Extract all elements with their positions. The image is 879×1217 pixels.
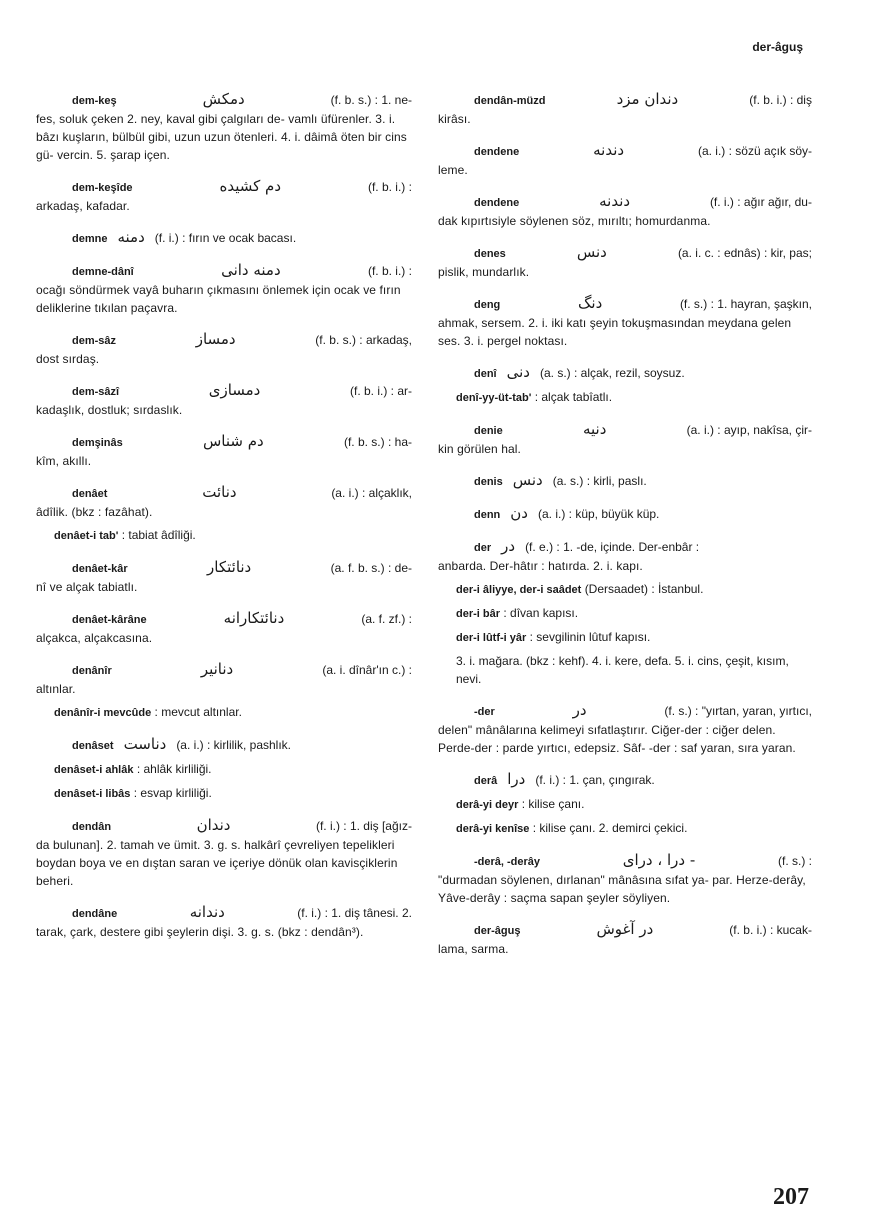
arabic-script: دم شناس: [203, 432, 264, 450]
headword: dem-keş: [72, 95, 117, 107]
running-header: der-âguş: [752, 40, 803, 54]
arabic-script: دمنه دانى: [221, 261, 281, 279]
arabic-script: دنى: [506, 363, 530, 381]
sub-entry-denaset-i-ahlak: [36, 760, 412, 779]
entry-dendene-a: [438, 141, 812, 179]
entry-deni: [438, 363, 812, 383]
grammar: (f. b. i.) : diş: [749, 93, 812, 107]
definition: kirâsı.: [438, 112, 471, 126]
arabic-script: درا: [507, 770, 526, 788]
definition: âdîlik. (bkz : fazâhat).: [36, 505, 153, 519]
entry-denn: [438, 504, 812, 524]
headword: dem-sâzî: [72, 386, 120, 398]
arabic-script: دنيه: [582, 420, 607, 438]
definition: (a. s.) : kirli, paslı.: [552, 474, 647, 488]
entry-dendane: [36, 903, 412, 941]
arabic-script: دندان: [196, 816, 231, 834]
arabic-script: در: [501, 537, 516, 555]
sub-headword: denâset-i ahlâk: [54, 764, 134, 776]
sub-entry-deni-yy-ut-tab: [438, 388, 812, 407]
definition: dak kıpırtısiyle söylenen söz, mırıltı; homurdanma.: [438, 214, 711, 228]
entry-denanir: [36, 660, 412, 698]
definition: arkadaş, kafadar.: [36, 199, 130, 213]
entry-der-agus: [438, 920, 812, 958]
headword: der: [474, 542, 492, 554]
headword: der-âguş: [474, 925, 521, 937]
definition: kin görülen hal.: [438, 442, 521, 456]
definition: : esvap kirliliği.: [133, 786, 212, 800]
entry-denis: [438, 471, 812, 491]
grammar: (f. b. s.) : arkadaş,: [315, 333, 412, 347]
definition: kadaşlık, dostluk; sırdaslık.: [36, 403, 183, 417]
entry-denaet-kar: [36, 558, 412, 596]
entry-demne: [36, 228, 412, 248]
definition: (f. i.) : 1. çan, çıngırak.: [535, 773, 655, 787]
arabic-script: دنس: [576, 243, 607, 261]
headword: demne-dânî: [72, 266, 134, 278]
definition: : tabiat âdîliği.: [121, 528, 196, 542]
entry-dendene-f: [438, 192, 812, 230]
definition: alçakca, alçakcasına.: [36, 631, 153, 645]
entry-denaet-karane: [36, 609, 412, 647]
headword: dem-keşîde: [72, 182, 133, 194]
grammar: (a. i.) : sözü açık söy-: [697, 144, 812, 158]
grammar: (f. b. i.) : ar-: [349, 384, 412, 398]
definition: (f. i.) : fırın ve ocak bacası.: [154, 231, 297, 245]
definition: : ahlâk kirliliği.: [136, 762, 212, 776]
entry-dendan-muzd: [438, 90, 812, 128]
page-number: 207: [773, 1184, 809, 1210]
definition: : kilise çanı. 2. demirci çekici.: [532, 821, 688, 835]
definition: : sevgilinin lûtuf kapısı.: [529, 630, 651, 644]
grammar: (a. i. c. : ednâs) : kir, pas;: [677, 246, 812, 260]
definition: altınlar.: [36, 682, 76, 696]
grammar: (f. i.) : ağır ağır, du-: [709, 195, 812, 209]
arabic-script: - درا ، دراى: [622, 851, 696, 869]
definition: anbarda. Der-hâtır : hatırda. 2. i. kapı.: [438, 559, 643, 573]
sub-headword: derâ-yi deyr: [456, 799, 519, 811]
definition: nî ve alçak tabiatlı.: [36, 580, 138, 594]
definition: (a. i.) : kirlilik, pashlık.: [176, 738, 291, 752]
entry-der: [438, 537, 812, 575]
sub-headword: der-i âliyye, der-i saâdet: [456, 584, 582, 596]
sub-entry-der-continued: [438, 652, 812, 688]
sub-entry-der-i-lutf-i-yar: [438, 628, 812, 647]
definition: (a. i.) : küp, büyük küp.: [537, 507, 660, 521]
entry-deng: [438, 294, 812, 350]
grammar: (f. b. s.) : ha-: [343, 435, 412, 449]
definition: lama, sarma.: [438, 942, 509, 956]
definition: pislik, mundarlık.: [438, 265, 530, 279]
sub-headword: derâ-yi kenîse: [456, 823, 530, 835]
arabic-script: دنگ: [577, 294, 603, 312]
definition: fes, soluk çeken 2. ney, kaval gibi çalgıları de- vamlı üfürenler. 3. i. bâzı kuşların, bülbül gibi, uzun uzun ötenleri. 4. i. dâimâ öten bir cins gü- vercin. 5. şarap içen.: [36, 112, 407, 162]
entry-denie: [438, 420, 812, 458]
arabic-script: دندنه: [593, 141, 625, 159]
arabic-script: دندان مزد: [616, 90, 679, 108]
definition: kîm, akıllı.: [36, 454, 92, 468]
grammar: (a. f. zf.) :: [361, 612, 412, 626]
grammar: (f. s.) : "yırtan, yaran, yırtıcı,: [664, 704, 812, 718]
definition: ocağı söndürmek vayâ buharın çıkmasını önlemek için ocak ve fırın deliklerine tıkılan paçavra.: [36, 283, 401, 315]
headword: dem-sâz: [72, 335, 117, 347]
grammar: (f. i.) : 1. diş tânesi. 2.: [297, 906, 412, 920]
arabic-script: دنائتكار: [207, 558, 252, 576]
entry-denaet: [36, 483, 412, 521]
headword: dendân-müzd: [474, 95, 546, 107]
sub-entry-dera-yi-kenise: [438, 819, 812, 838]
arabic-script: دم كشيده: [219, 177, 282, 195]
definition: ahmak, sersem. 2. i. iki katı şeyin tokuşmasından meydana gelen ses. 3. i. pergel noktası.: [438, 316, 792, 348]
headword: denn: [474, 509, 501, 521]
sub-headword: denânîr-i mevcûde: [54, 707, 152, 719]
sub-entry-denaset-i-libas: [36, 784, 412, 803]
sub-entry-denanir-i-mevcude: [36, 703, 412, 722]
definition: da bulunan]. 2. tamah ve ümit. 3. g. s. halkârî çevreliyen tepelikleri boydan boya ve en dıştan saran ve içeriye dönük olan kavisçiklerin beheri.: [36, 838, 398, 888]
headword: -derâ, -derây: [474, 856, 541, 868]
definition: (a. s.) : alçak, rezil, soysuz.: [539, 366, 685, 380]
grammar: (f. e.) : 1. -de, içinde. Der-enbâr :: [525, 540, 700, 554]
headword: denâet-kârâne: [72, 614, 147, 626]
arabic-script: دناست: [123, 735, 167, 753]
sub-headword: der-i lûtf-i yâr: [456, 632, 527, 644]
definition: : mevcut altınlar.: [154, 705, 242, 719]
grammar: (f. b. s.) : 1. ne-: [330, 93, 412, 107]
sub-entry-der-i-bar: [438, 604, 812, 623]
arabic-script: دنانير: [200, 660, 234, 678]
grammar: (a. i.) : ayıp, nakîsa, çir-: [686, 423, 812, 437]
headword: deniе: [474, 425, 503, 437]
entry-dem-kes: [36, 90, 412, 164]
sub-headword: denâset-i libâs: [54, 788, 131, 800]
arabic-script: دمساز: [195, 330, 236, 348]
grammar: (a. i. dînâr'ın c.) :: [322, 663, 412, 677]
grammar: (f. s.) : 1. hayran, şaşkın,: [679, 297, 812, 311]
arabic-script: در آغوش: [596, 920, 654, 938]
headword: deng: [474, 299, 501, 311]
entry-dem-sazi: [36, 381, 412, 419]
headword: demne: [72, 233, 108, 245]
sub-entry-der-i-aliyye: [438, 580, 812, 599]
headword: -der: [474, 706, 495, 718]
right-column: [438, 90, 812, 971]
headword: denâset: [72, 740, 114, 752]
sub-entry-denaet-i-tab: [36, 526, 412, 545]
headword: dendâne: [72, 908, 118, 920]
arabic-script: دندانه: [189, 903, 225, 921]
sub-entry-dera-yi-deyr: [438, 795, 812, 814]
sub-headword: denâet-i tab': [54, 530, 119, 542]
definition: : alçak tabîatlı.: [534, 390, 613, 404]
entry-dera: [438, 770, 812, 790]
arabic-script: دمنه: [117, 228, 145, 246]
headword: denânîr: [72, 665, 112, 677]
grammar: (f. i.) : 1. diş [ağız-: [315, 819, 412, 833]
grammar: (f. s.) :: [777, 854, 812, 868]
headword: denâet: [72, 488, 108, 500]
definition: : kilise çanı.: [521, 797, 585, 811]
definition: 3. i. mağara. (bkz : kehf). 4. i. kere, defa. 5. i. cins, çeşit, kısım, nevi.: [456, 654, 789, 686]
headword: denis: [474, 476, 503, 488]
arabic-script: دمسازى: [208, 381, 261, 399]
grammar: (f. b. i.) :: [367, 180, 412, 194]
entry-denaset: [36, 735, 412, 755]
headword: denes: [474, 248, 506, 260]
entry-dera-deray: [438, 851, 812, 907]
arabic-script: دنائت: [202, 483, 237, 501]
headword: denâet-kâr: [72, 563, 128, 575]
entry-dem-keside: [36, 177, 412, 215]
grammar: (a. i.) : alçaklık,: [331, 486, 412, 500]
left-column: [36, 90, 412, 954]
grammar: (a. f. b. s.) : de-: [330, 561, 412, 575]
headword: dendân: [72, 821, 112, 833]
arabic-script: دندنه: [599, 192, 631, 210]
headword: denî: [474, 368, 497, 380]
arabic-script: در: [572, 701, 587, 719]
definition: (Dersaadet) : İstanbul.: [584, 582, 704, 596]
sub-headword: der-i bâr: [456, 608, 501, 620]
headword: dendene: [474, 146, 520, 158]
definition: leme.: [438, 163, 468, 177]
entry-der-suffix: [438, 701, 812, 757]
headword: demşinâs: [72, 437, 123, 449]
definition: tarak, çark, destere gibi şeylerin dişi. 3. g. s. (bkz : dendân³).: [36, 925, 364, 939]
headword: dendene: [474, 197, 520, 209]
arabic-script: دن: [510, 504, 528, 522]
entry-demne-dani: [36, 261, 412, 317]
arabic-script: دمكش: [202, 90, 245, 108]
definition: dost sırdaş.: [36, 352, 100, 366]
arabic-script: دنائتكارانه: [223, 609, 285, 627]
entry-dendan: [36, 816, 412, 890]
sub-headword: denî-yy-üt-tab': [456, 392, 532, 404]
arabic-script: دنس: [512, 471, 543, 489]
definition: : dîvan kapısı.: [503, 606, 579, 620]
entry-dem-saz: [36, 330, 412, 368]
definition: "durmadan söylenen, dırlanan" mânâsına sıfat ya- par. Herze-derây, Yâve-derây : saçma sapan şeyler söyliyen.: [438, 873, 806, 905]
definition: delen" mânâlarına kelimeyi sıfatlaştırır. Ciğer-der : ciğer delen. Perde-der : parde yırtıcı, edepsiz. Sâf- -der : saf yaran, sıra yaran.: [438, 723, 796, 755]
entry-denes: [438, 243, 812, 281]
headword: derâ: [474, 775, 498, 787]
grammar: (f. b. i.) :: [367, 264, 412, 278]
grammar: (f. b. i.) : kucak-: [729, 923, 812, 937]
entry-demsinas: [36, 432, 412, 470]
